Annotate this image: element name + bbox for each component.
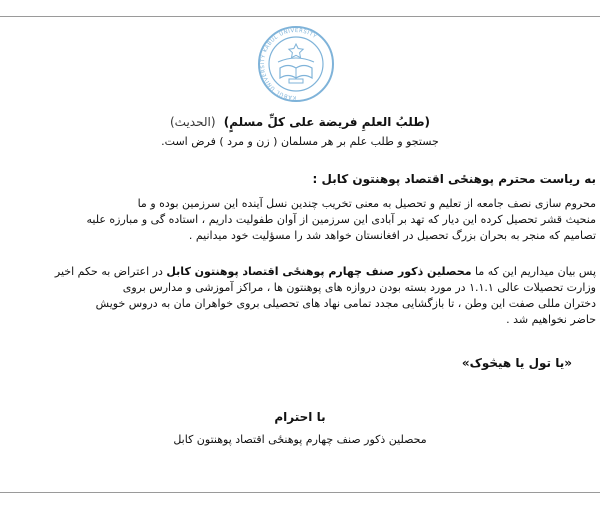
paragraph-two-line	[36, 264, 596, 280]
paragraph-one-line: محروم سازی نصف جامعه از تعلیم و تحصیل به معنی تخریب چندین نسل آینده این سرزمین بوده و ما	[137, 197, 596, 210]
svg-text:KABUL UNIVERSITY KABUL UNIVERS: KABUL UNIVERSITY KABUL UNIVERSITY	[259, 27, 318, 101]
hadith-line	[0, 114, 600, 130]
hadith-translation: جستجو و طلب علم بر هر مسلمان ( زن و مرد ) فرض است.	[161, 135, 439, 148]
bottom-rule	[0, 492, 600, 493]
top-rule	[0, 16, 600, 17]
address-line: به ریاست محترم پوهنځی اقتصاد پوهنتون کابل :	[312, 172, 596, 186]
paragraph-two-protest: در اعتراض به حکم اخیر	[54, 265, 163, 278]
hadith-reference: (الحديث)	[170, 115, 216, 129]
kabul-university-seal-icon	[256, 24, 336, 104]
paragraph-two-line: وزارت تحصیلات عالی ۱.۱.۱ در مورد بسته بودن دروازه های پوهنتون ها ، مراکز آموزشی و مدارس بروی	[122, 281, 596, 294]
paragraph-two-students: محصلین ذکور صنف چهارم پوهنځی اقتصاد پوهنتون کابل	[166, 265, 472, 278]
closing-regards: با احترام	[274, 410, 326, 424]
paragraph-two-line: حاضر نخواهیم شد .	[506, 313, 596, 326]
paragraph-two	[36, 264, 596, 328]
paragraph-one-line: منحیث قشر تحصیل کرده این دیار که تهد بر آبادی این سرزمین از آوان طفولیت داریم ، استاده گی و مبارزه علیه	[86, 213, 596, 226]
paragraph-one	[36, 196, 596, 244]
hadith-text: (طلبُ العلمِ فريضة على كلِّ مسلمٍ)	[223, 115, 430, 129]
slogan: «یا تول یا هیڅوک»	[461, 356, 572, 370]
paragraph-two-intro: پس بیان میداریم این که ما	[475, 265, 596, 278]
paragraph-one-line: تصامیم که منجر به بحران بزرگ تحصیل در افغانستان خواهد شد را مسؤلیت خود میدانیم .	[188, 229, 596, 242]
closing-signer: محصلین ذکور صنف چهارم پوهنځی اقتصاد پوهنتون کابل	[173, 433, 427, 446]
paragraph-two-line: دختران مللی صفت این وطن ، تا بازگشایی مجدد تمامی نهاد های تحصیلی بروی خواهران مان به دروس خویش	[95, 297, 596, 310]
